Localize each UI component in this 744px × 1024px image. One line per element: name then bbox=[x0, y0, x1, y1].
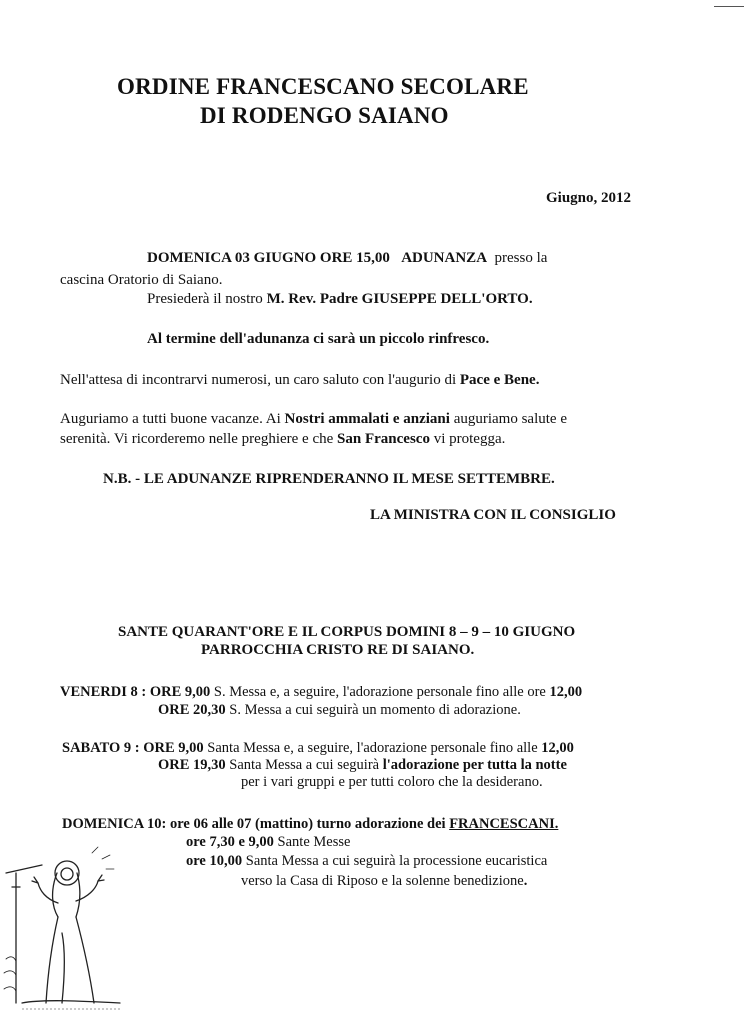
domenica-desc-2: Sante Messe bbox=[277, 834, 351, 850]
domenica-francescani: FRANCESCANI. bbox=[449, 816, 559, 832]
venerdi-desc-1: S. Messa e, a seguire, l'adorazione personale fino alle ore bbox=[213, 684, 546, 700]
sabato-night-adoration: l'adorazione per tutta la notte bbox=[382, 757, 567, 773]
refreshment-note: Al termine dell'adunanza ci sarà un piccolo rinfresco. bbox=[147, 331, 490, 347]
domenica-label: DOMENICA 10: bbox=[62, 816, 167, 832]
sabato-row-2 bbox=[158, 757, 567, 774]
venerdi-time-1: ORE 9,00 bbox=[149, 684, 211, 700]
venerdi-desc-2: S. Messa a cui seguirà un momento di adorazione. bbox=[229, 702, 521, 718]
sabato-label: SABATO 9 : bbox=[62, 740, 140, 756]
vacation-text-2: auguriamo salute e bbox=[453, 411, 567, 427]
saint-illustration-icon bbox=[2, 843, 122, 1013]
sabato-end-time: 12,00 bbox=[541, 740, 574, 756]
greeting-pace-bene: Pace e Bene. bbox=[459, 372, 540, 388]
vacation-text-3: serenità. Vi ricorderemo nelle preghiere e che bbox=[60, 431, 334, 447]
domenica-desc-4-end: . bbox=[523, 873, 528, 889]
meeting-presso: presso la bbox=[494, 250, 548, 266]
venerdi-end-time: 12,00 bbox=[549, 684, 583, 700]
quarantore-heading-2: PARROCCHIA CRISTO RE DI SAIANO. bbox=[201, 642, 475, 658]
vacation-sick-elderly: Nostri ammalati e anziani bbox=[284, 411, 450, 427]
sabato-time-2: ORE 19,30 bbox=[158, 757, 226, 773]
sabato-desc-2: Santa Messa a cui seguirà bbox=[229, 757, 380, 773]
meeting-line-1 bbox=[147, 250, 547, 267]
sabato-desc-1: Santa Messa e, a seguire, l'adorazione personale fino alle bbox=[207, 740, 538, 756]
meeting-datetime: DOMENICA 03 GIUGNO ORE 15,00 bbox=[147, 250, 390, 266]
venerdi-time-2: ORE 20,30 bbox=[158, 702, 226, 718]
meeting-type: ADUNANZA bbox=[401, 250, 488, 266]
domenica-row-1 bbox=[62, 816, 558, 833]
domenica-row-2 bbox=[186, 834, 350, 851]
greeting-line bbox=[60, 372, 539, 389]
domenica-desc-4: verso la Casa di Riposo e la solenne benedizione bbox=[241, 873, 524, 889]
sabato-row-3: per i vari gruppi e per tutti coloro che la desiderano. bbox=[241, 774, 543, 790]
domenica-time-2: ore 7,30 e 9,00 bbox=[186, 834, 274, 850]
presider-line bbox=[147, 291, 533, 308]
vacation-san-francesco: San Francesco bbox=[337, 431, 430, 447]
title-line-1: ORDINE FRANCESCANO SECOLARE bbox=[117, 74, 529, 99]
quarantore-heading-1: SANTE QUARANT'ORE E IL CORPUS DOMINI 8 – 9 – 10 GIUGNO bbox=[118, 624, 576, 640]
vacation-text-4: vi protegga. bbox=[433, 431, 506, 447]
domenica-desc-3: Santa Messa a cui seguirà la processione eucaristica bbox=[245, 853, 548, 869]
sabato-row-1 bbox=[62, 740, 574, 757]
greeting-text: Nell'attesa di incontrarvi numerosi, un caro saluto con l'augurio di bbox=[60, 372, 457, 388]
presider-prefix: Presiederà il nostro bbox=[147, 291, 263, 307]
vacation-line-2 bbox=[60, 431, 505, 448]
domenica-row-3 bbox=[186, 853, 547, 870]
venerdi-row-2 bbox=[158, 702, 521, 719]
vacation-line-1 bbox=[60, 411, 567, 428]
domenica-row-4 bbox=[241, 873, 527, 890]
vacation-text-1: Auguriamo a tutti buone vacanze. Ai bbox=[60, 411, 281, 427]
document-date: Giugno, 2012 bbox=[546, 190, 632, 206]
meeting-line-2: cascina Oratorio di Saiano. bbox=[60, 272, 223, 288]
title-line-2: DI RODENGO SAIANO bbox=[200, 103, 449, 128]
sabato-time-1: ORE 9,00 bbox=[143, 740, 204, 756]
scan-edge-mark bbox=[714, 6, 744, 7]
presider-name: M. Rev. Padre GIUSEPPE DELL'ORTO. bbox=[266, 291, 533, 307]
signature: LA MINISTRA CON IL CONSIGLIO bbox=[370, 507, 616, 523]
domenica-desc-1: ore 06 alle 07 (mattino) turno adorazione dei bbox=[169, 816, 446, 832]
domenica-time-3: ore 10,00 bbox=[186, 853, 243, 869]
venerdi-label: VENERDI 8 : bbox=[60, 684, 147, 700]
nb-notice: N.B. - LE ADUNANZE RIPRENDERANNO IL MESE SETTEMBRE. bbox=[103, 471, 555, 487]
venerdi-row-1 bbox=[60, 684, 582, 701]
